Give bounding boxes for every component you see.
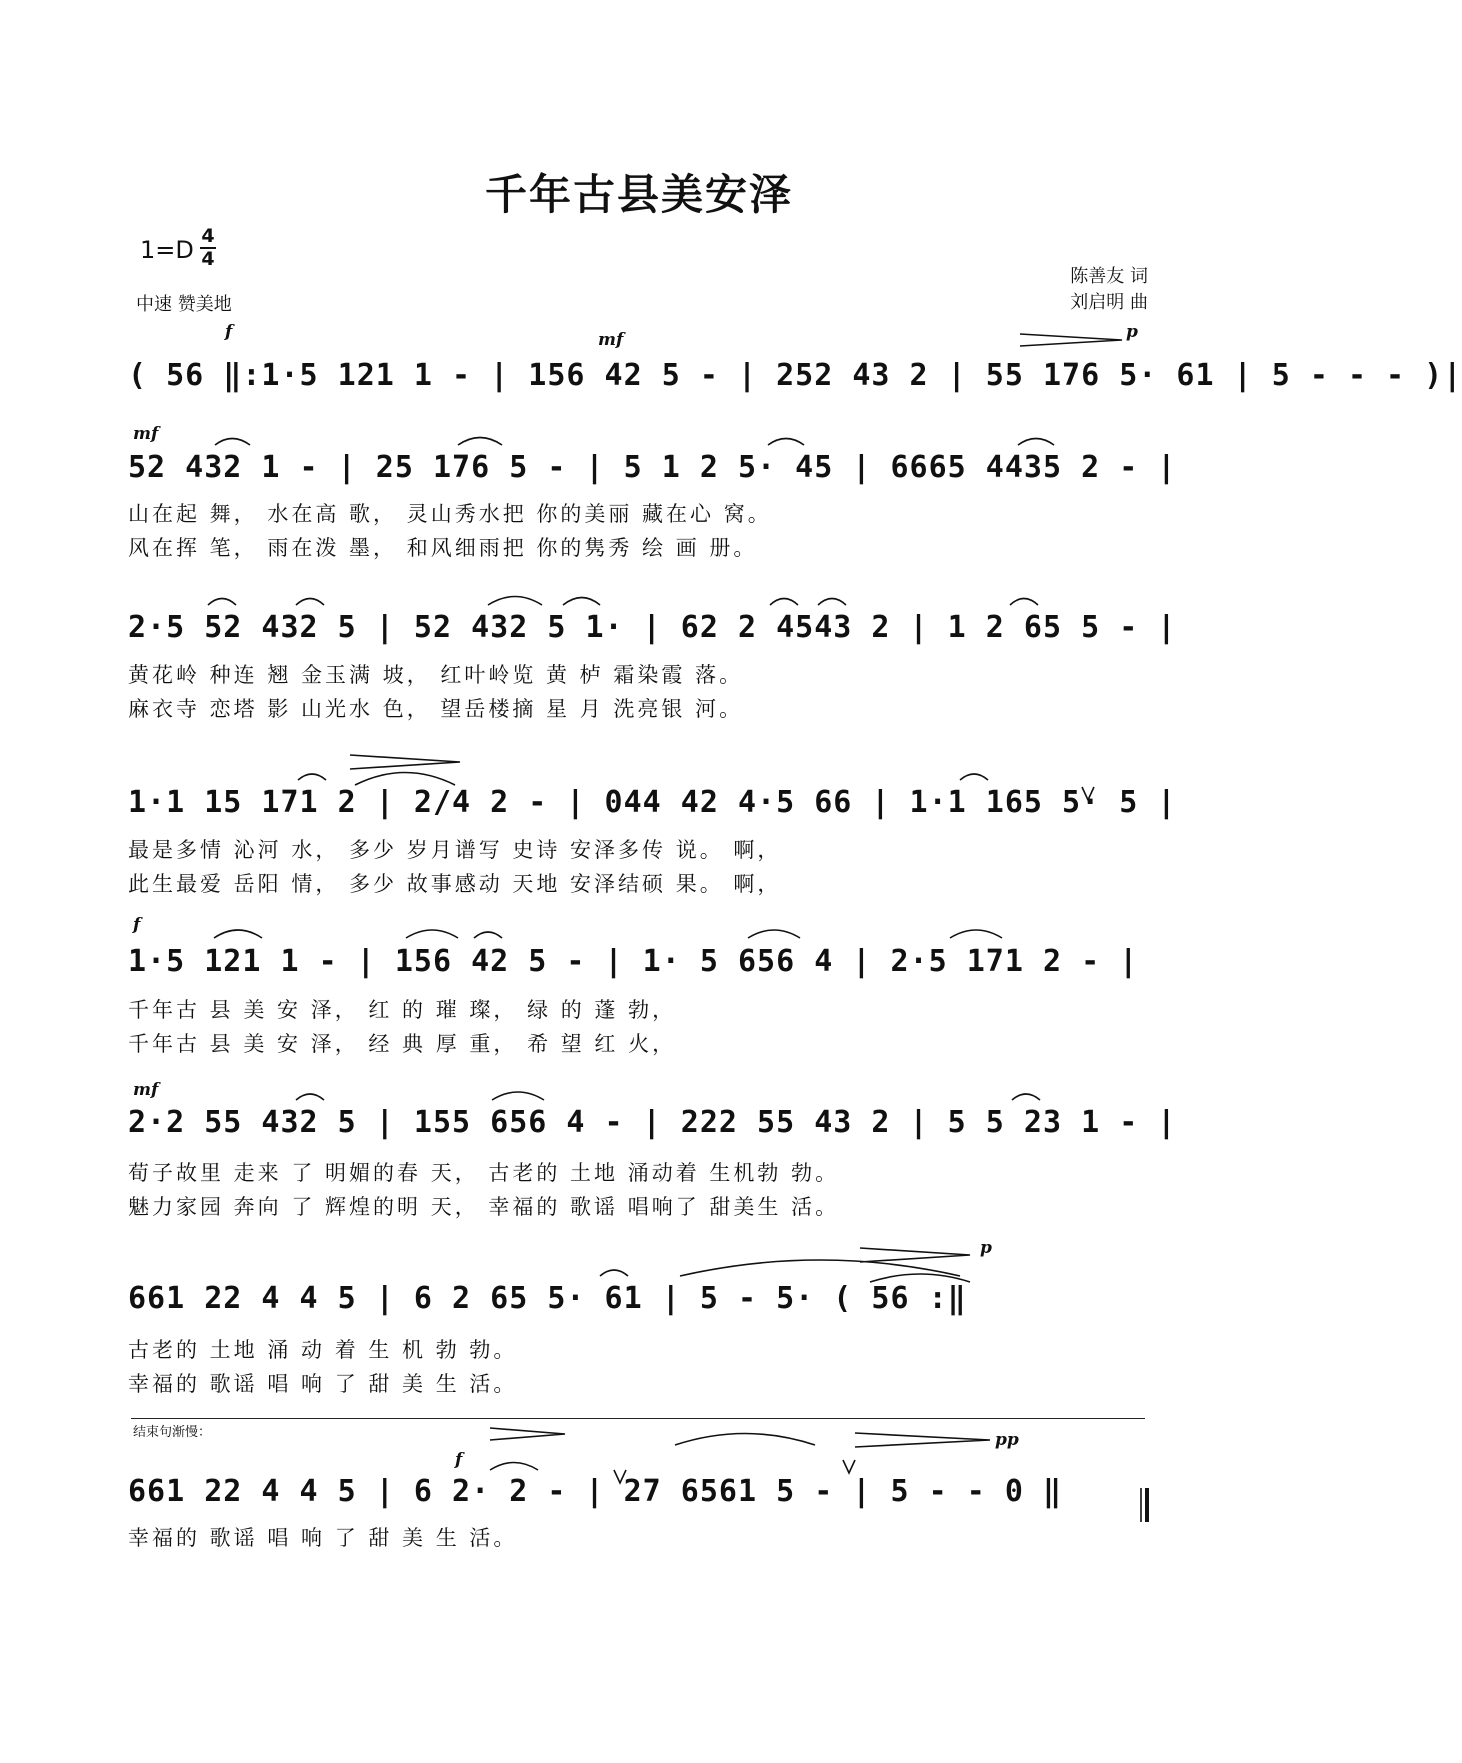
ending-instruction: 结束句渐慢： — [133, 1425, 212, 1440]
final-barline-thick — [1145, 1488, 1149, 1522]
slur — [296, 599, 324, 606]
system-3-notes: 2·5 52 432 5 | 52 432 5 1· | 62 2 4543 2 | 1 2 65 5 - | — [128, 610, 1177, 645]
system-4-lyrics-verse-2: 此生最爱 岳阳 情， 多少 故事感动 天地 安泽结硕 果。 啊， — [128, 872, 782, 896]
ending-divider — [131, 1418, 1145, 1419]
slur — [1012, 1094, 1040, 1100]
lyricist-credit: 陈善友 词 — [1070, 266, 1148, 287]
system-5-lyrics-verse-1: 千年古 县 美 安 泽， 红 的 璀 璨， 绿 的 蓬 勃， — [128, 998, 677, 1022]
system-6-lyrics-verse-1: 荀子故里 走来 了 明媚的春 天， 古老的 土地 涌动着 生机勃 勃。 — [128, 1161, 840, 1185]
dynamic-mezzo-forte: mf — [133, 1080, 159, 1100]
key-signature: 1=D — [140, 236, 194, 264]
breath-mark — [843, 1460, 855, 1473]
slur — [600, 1270, 628, 1276]
slur — [355, 773, 455, 786]
slur — [563, 598, 600, 606]
slur — [1010, 599, 1038, 606]
decrescendo-hairpin — [1020, 334, 1122, 346]
slur — [215, 439, 250, 446]
slur — [296, 1094, 324, 1100]
slur — [680, 1260, 960, 1276]
system-6-notes: 2·2 55 432 5 | 155 656 4 - | 222 55 43 2 | 5 5 23 1 - | — [128, 1105, 1177, 1140]
slur — [770, 599, 798, 606]
system-4-lyrics-verse-1: 最是多情 沁河 水， 多少 岁月谱写 史诗 安泽多传 说。 啊， — [128, 838, 782, 862]
time-signature-top: 4 — [201, 225, 215, 247]
decrescendo-hairpin — [350, 755, 460, 769]
dynamic-piano: p — [980, 1238, 992, 1258]
system-3-lyrics-verse-1: 黄花岭 种连 翘 金玉满 坡， 红叶岭览 黄 栌 霜染霞 落。 — [128, 663, 744, 687]
system-7-lyrics-verse-2: 幸福的 歌谣 唱 响 了 甜 美 生 活。 — [128, 1372, 518, 1396]
slur — [492, 1092, 544, 1100]
decrescendo-hairpin — [860, 1248, 970, 1262]
system-2-lyrics-verse-2: 风在挥 笔， 雨在泼 墨， 和风细雨把 你的隽秀 绘 画 册。 — [128, 536, 758, 560]
slur — [960, 774, 988, 780]
slur — [818, 599, 846, 606]
system-2-notes: 52 432 1 - | 25 176 5 - | 5 1 2 5· 45 | 6665 4435 2 - | — [128, 450, 1177, 485]
dynamic-forte: f — [133, 915, 141, 935]
slur — [768, 439, 804, 446]
slur — [406, 930, 458, 938]
slur — [474, 932, 502, 938]
dynamic-mezzo-forte: mf — [598, 330, 624, 350]
slur — [458, 438, 502, 446]
system-8-lyrics: 幸福的 歌谣 唱 响 了 甜 美 生 活。 — [128, 1526, 518, 1550]
system-8-notes: 661 22 4 4 5 | 6 2· 2 - | 27 6561 5 - | 5 - - 0 ‖ — [128, 1474, 1063, 1509]
decrescendo-hairpin — [490, 1428, 565, 1440]
dynamic-forte: f — [455, 1450, 463, 1470]
slur — [1018, 439, 1054, 446]
dynamic-pianissimo: pp — [995, 1430, 1019, 1450]
slur — [298, 774, 326, 780]
system-1-notes: ( 56 ‖:1·5 121 1 - | 156 42 5 - | 252 43 2 | 55 176 5· 61 | 5 - - - )| — [128, 358, 1462, 393]
system-4-notes: 1·1 15 171 2 | 2/4 2 - | 044 42 4·5 66 | 1·1 165 5· 5 | — [128, 785, 1177, 820]
tempo-marking: 中速 赞美地 — [136, 294, 232, 315]
slur — [208, 599, 236, 606]
system-7-lyrics-verse-1: 古老的 土地 涌 动 着 生 机 勃 勃。 — [128, 1338, 518, 1362]
dynamic-piano: p — [1126, 322, 1138, 342]
slur — [950, 930, 1002, 938]
song-title: 千年古县美安泽 — [484, 170, 793, 219]
system-2-lyrics-verse-1: 山在起 舞， 水在高 歌， 灵山秀水把 你的美丽 藏在心 窝。 — [128, 502, 772, 526]
dynamic-mezzo-forte: mf — [133, 424, 159, 444]
slur — [214, 930, 262, 938]
time-signature — [200, 226, 216, 270]
slur — [488, 597, 542, 606]
slur — [748, 930, 800, 938]
system-6-lyrics-verse-2: 魅力家园 奔向 了 辉煌的明 天， 幸福的 歌谣 唱响了 甜美生 活。 — [128, 1195, 840, 1219]
system-5-lyrics-verse-2: 千年古 县 美 安 泽， 经 典 厚 重， 希 望 红 火， — [128, 1032, 677, 1056]
slur — [490, 1463, 538, 1471]
composer-credit: 刘启明 曲 — [1070, 292, 1148, 313]
dynamic-forte: f — [225, 322, 233, 342]
time-signature-bottom: 4 — [201, 248, 215, 270]
system-3-lyrics-verse-2: 麻衣寺 恋塔 影 山光水 色， 望岳楼摘 星 月 洗亮银 河。 — [128, 697, 744, 721]
system-5-notes: 1·5 121 1 - | 156 42 5 - | 1· 5 656 4 | 2·5 171 2 - | — [128, 944, 1139, 979]
decrescendo-hairpin — [855, 1433, 990, 1447]
system-7-notes: 661 22 4 4 5 | 6 2 65 5· 61 | 5 - 5· ( 56 :‖ — [128, 1281, 967, 1316]
slur — [675, 1434, 815, 1446]
